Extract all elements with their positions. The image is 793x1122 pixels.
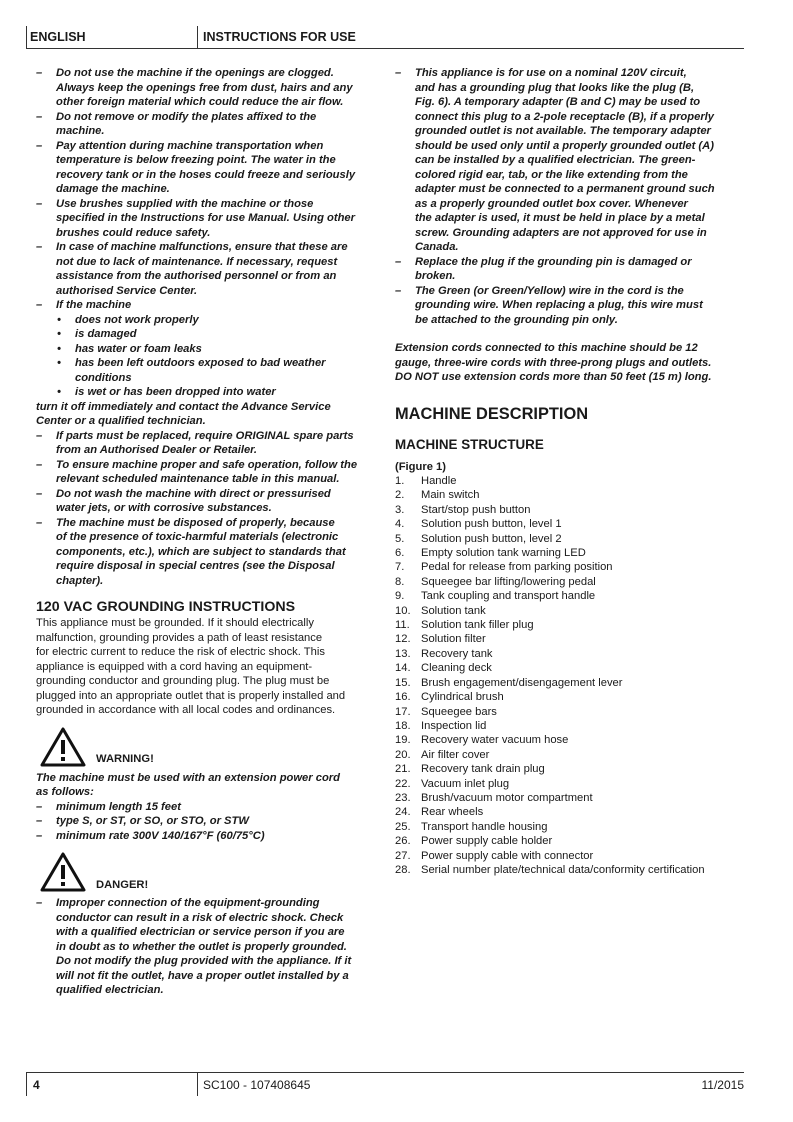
parts-list-label: Recovery water vacuum hose	[421, 734, 569, 747]
parts-list-label: Inspection lid	[421, 719, 487, 732]
parts-list-item	[395, 618, 745, 632]
parts-list-label: Power supply cable holder	[421, 835, 553, 848]
parts-list-number: 22.	[395, 777, 411, 790]
parts-list-item	[395, 791, 745, 805]
text-line: will not fit the outlet, have a proper outlet installed by a	[56, 969, 349, 982]
text-line: Always keep the openings free from dust, hairs and any	[56, 81, 353, 94]
parts-list-number: 18.	[395, 719, 411, 732]
parts-list-label: Serial number plate/technical data/conformity certification	[421, 863, 705, 876]
text-line: – This appliance is for use on a nominal 120V circuit,	[415, 67, 687, 79]
parts-list-number: 19.	[395, 734, 411, 747]
text-line: can be installed by a qualified electrician. The green-	[415, 154, 696, 166]
text-line: temperature is below freezing point. The water in the	[56, 154, 336, 166]
parts-list-item	[395, 488, 745, 502]
footer-left-border	[26, 1073, 27, 1096]
text-line: damage the machine.	[56, 183, 170, 195]
text-line: components, etc.), which are subject to standards that	[56, 545, 346, 558]
parts-list-number: 3.	[395, 503, 405, 516]
danger-item	[36, 896, 384, 998]
text-line: other foreign material which could reduce the air flow.	[56, 96, 344, 108]
text-line: Do not modify the plug provided with the appliance. If it	[56, 955, 352, 967]
parts-list-label: Handle	[421, 475, 457, 487]
parts-list-number: 28.	[395, 863, 411, 876]
bullet-item: • has been left outdoors exposed to bad weather	[36, 356, 384, 371]
text-line: machine.	[56, 125, 105, 137]
publication-date: 11/2015	[701, 1078, 744, 1092]
parts-list-label: Recovery tank drain plug	[421, 763, 545, 776]
text-line: – Use brushes supplied with the machine or those	[56, 197, 314, 210]
text-line: – Do not remove or modify the plates affixed to the	[56, 110, 317, 123]
parts-list-label: Squeegee bars	[421, 705, 497, 718]
danger-triangle-icon	[40, 852, 86, 892]
parts-list-label: Cleaning deck	[421, 662, 492, 675]
parts-list-item	[395, 589, 745, 603]
parts-list-number: 26.	[395, 835, 411, 848]
text-line: qualified electrician.	[56, 984, 164, 996]
text-line: in doubt as to whether the outlet is properly grounded.	[56, 940, 347, 953]
text-line: – Do not wash the machine with direct or pressurised	[56, 487, 331, 500]
figure-reference: (Figure 1)	[395, 460, 446, 473]
parts-list-number: 12.	[395, 633, 411, 646]
page-header	[26, 26, 744, 49]
warning-item-if-machine-end	[36, 400, 384, 429]
parts-list-label: Air filter cover	[421, 748, 490, 761]
text-line: malfunction, grounding provides a path of least resistance	[36, 631, 323, 644]
warning-item-washing	[36, 487, 384, 516]
text-line: assistance from the authorised personnel or from an	[56, 270, 337, 282]
header-language: ENGLISH	[30, 30, 86, 44]
parts-list-item	[395, 676, 745, 690]
parts-list-item	[395, 647, 745, 661]
extension-requirement: – type S, or ST, or SO, or STO, or STW	[36, 814, 384, 829]
parts-list-label: Start/stop push button	[421, 503, 531, 516]
parts-list-item	[395, 849, 745, 863]
warning-item-openings	[36, 66, 384, 110]
text-line: recovery tank or in the hoses could freeze and seriously	[56, 168, 356, 181]
parts-list-label: Vacuum inlet plug	[421, 777, 510, 790]
parts-list-item	[395, 748, 745, 762]
parts-list	[395, 474, 745, 877]
warning-item-brushes	[36, 197, 384, 241]
parts-list-label: Transport handle housing	[421, 820, 548, 833]
parts-list-item	[395, 474, 745, 488]
parts-list-number: 8.	[395, 575, 405, 588]
text-line: appliance is equipped with a cord having an equipment-	[36, 660, 313, 673]
text-line: Center or a qualified technician.	[36, 415, 206, 427]
grounding-plug-item	[395, 66, 745, 255]
page-number: 4	[33, 1078, 40, 1092]
parts-list-item	[395, 733, 745, 747]
danger-header	[36, 852, 384, 892]
parts-list-label: Squeegee bar lifting/lowering pedal	[421, 575, 596, 588]
text-line: colored rigid ear, tab, or the like extending from the	[415, 168, 688, 181]
parts-list-number: 23.	[395, 791, 411, 804]
parts-list-label: Recovery tank	[421, 647, 493, 660]
text-line: – Improper connection of the equipment-grounding	[56, 897, 320, 909]
parts-list-number: 4.	[395, 518, 405, 531]
text-line: not due to lack of maintenance. If necessary, request	[56, 255, 338, 268]
replace-plug-item	[395, 255, 745, 284]
text-line: Extension cords connected to this machine should be 12	[395, 342, 698, 354]
text-line: plugged into an appropriate outlet that is properly installed and	[36, 689, 346, 702]
bullet-item: • is damaged	[36, 327, 384, 342]
model-code: SC100 - 107408645	[203, 1078, 311, 1092]
text-line: be attached to the grounding pin only.	[415, 313, 618, 326]
parts-list-number: 20.	[395, 748, 411, 761]
warning-triangle-icon	[40, 727, 86, 767]
parts-list-label: Cylindrical brush	[421, 691, 504, 704]
text-line: should be used only until a properly grounded outlet (A)	[415, 139, 714, 152]
machine-structure-title: MACHINE STRUCTURE	[395, 436, 544, 452]
parts-list-number: 27.	[395, 849, 411, 862]
parts-list-number: 9.	[395, 590, 405, 603]
text-line: adapter must be connected to a permanent ground such	[415, 183, 715, 195]
text-line: – The Green (or Green/Yellow) wire in the cord is the	[415, 284, 684, 297]
text-line: grounded in accordance with all local codes and ordinances.	[36, 704, 336, 716]
parts-list-number: 21.	[395, 763, 411, 776]
parts-list-number: 7.	[395, 561, 405, 574]
text-line: screw. Grounding adapters are not approved for use in	[415, 226, 707, 239]
text-line: – Pay attention during machine transportation when	[56, 139, 324, 152]
bullet-continuation: conditions	[75, 371, 132, 384]
warning-item-malfunctions	[36, 240, 384, 298]
text-line: – The machine must be disposed of properly, because	[56, 516, 335, 529]
bullet-item: • has water or foam leaks	[36, 342, 384, 357]
extension-requirement: – minimum length 15 feet	[36, 800, 384, 815]
text-line: of the presence of toxic-harmful materials (electronic	[56, 531, 339, 543]
text-line: as a properly grounded outlet box cover. Whenever	[415, 197, 688, 210]
text-line: connect this plug to a 2-pole receptacle (B), if a properly	[415, 110, 715, 123]
parts-list-number: 11.	[395, 619, 410, 632]
parts-list-label: Tank coupling and transport handle	[421, 590, 596, 603]
warning-label: WARNING!	[96, 753, 154, 765]
grounding-paragraph	[36, 616, 384, 718]
parts-list-item	[395, 517, 745, 531]
warning-header	[36, 727, 384, 767]
text-line: the adapter is used, it must be held in place by a metal	[415, 212, 705, 224]
text-line: grounding conductor and grounding plug. The plug must be	[36, 675, 330, 687]
parts-list-label: Main switch	[421, 489, 480, 502]
left-column	[36, 66, 384, 998]
parts-list-number: 13.	[395, 647, 411, 660]
parts-list-item	[395, 805, 745, 819]
bullet-item: • is wet or has been dropped into water	[36, 385, 384, 400]
parts-list-label: Solution tank	[421, 604, 486, 617]
parts-list-item	[395, 503, 745, 517]
parts-list-item	[395, 604, 745, 618]
parts-list-number: 14.	[395, 662, 411, 675]
parts-list-item	[395, 661, 745, 675]
bullet-item: • does not work properly	[36, 313, 384, 328]
header-section: INSTRUCTIONS FOR USE	[203, 30, 356, 44]
text-line: Canada.	[415, 241, 459, 253]
parts-list-number: 6.	[395, 547, 405, 560]
parts-list-label: Brush/vacuum motor compartment	[421, 791, 593, 804]
text-line: and has a grounding plug that looks like the plug (B,	[415, 81, 695, 94]
text-line: authorised Service Center.	[56, 284, 198, 297]
text-line: grounded outlet is not available. The temporary adapter	[415, 125, 711, 137]
parts-list-item	[395, 690, 745, 704]
text-line: as follows:	[36, 786, 94, 798]
text-line: – Do not use the machine if the openings are clogged.	[56, 67, 334, 79]
footer-divider	[197, 1073, 198, 1096]
parts-list-number: 1.	[395, 475, 405, 487]
parts-list-label: Brush engagement/disengagement lever	[421, 676, 623, 689]
parts-list-label: Pedal for release from parking position	[421, 561, 613, 574]
text-line: require disposal in special centres (see the Disposal	[56, 560, 335, 572]
parts-list-item	[395, 834, 745, 848]
text-line: water jets, or with corrosive substances.	[56, 502, 272, 514]
text-line: The machine must be used with an extension power cord	[36, 771, 340, 784]
parts-list-number: 25.	[395, 820, 411, 833]
text-line: DO NOT use extension cords more than 50 feet (15 m) long.	[395, 371, 712, 383]
text-line: This appliance must be grounded. If it should electrically	[36, 617, 314, 629]
header-left-border	[26, 26, 27, 49]
parts-list-label: Empty solution tank warning LED	[421, 547, 586, 560]
text-line: broken.	[415, 270, 456, 282]
parts-list-label: Solution push button, level 2	[421, 532, 562, 545]
parts-list-item	[395, 705, 745, 719]
parts-list-number: 10.	[395, 604, 411, 617]
parts-list-number: 5.	[395, 532, 405, 545]
grounding-wire-item	[395, 284, 745, 328]
warning-item-plates	[36, 110, 384, 139]
parts-list-item	[395, 777, 745, 791]
extension-requirement: – minimum rate 300V 140/167°F (60/75°C)	[36, 829, 384, 844]
warning-item-spare-parts	[36, 429, 384, 458]
header-divider	[197, 26, 198, 49]
parts-list-label: Solution filter	[421, 633, 486, 646]
parts-list-item	[395, 560, 745, 574]
page-footer	[26, 1072, 744, 1095]
parts-list-label: Rear wheels	[421, 806, 484, 819]
text-line: specified in the Instructions for use Manual. Using other	[56, 212, 355, 224]
parts-list-item	[395, 575, 745, 589]
warning-item-disposal	[36, 516, 384, 589]
parts-list-item	[395, 532, 745, 546]
text-line: brushes could reduce safety.	[56, 226, 211, 239]
warning-item-if-machine	[36, 298, 384, 313]
parts-list-label: Solution tank filler plug	[421, 619, 534, 632]
warning-intro	[36, 771, 384, 800]
parts-list-number: 15.	[395, 676, 411, 689]
parts-list-item	[395, 632, 745, 646]
parts-list-label: Power supply cable with connector	[421, 849, 594, 862]
right-column	[395, 66, 745, 877]
text-line: for electric current to reduce the risk of electric shock. This	[36, 646, 325, 658]
parts-list-number: 17.	[395, 705, 411, 718]
extension-cord-note	[395, 341, 745, 385]
text-line: – If the machine	[56, 299, 132, 311]
text-line: relevant scheduled maintenance table in this manual.	[56, 473, 340, 485]
danger-label: DANGER!	[96, 878, 149, 891]
parts-list-number: 2.	[395, 489, 405, 502]
parts-list-item	[395, 719, 745, 733]
parts-list-number: 24.	[395, 806, 411, 819]
text-line: gauge, three-wire cords with three-prong plugs and outlets.	[395, 356, 712, 369]
grounding-title: 120 VAC GROUNDING INSTRUCTIONS	[36, 599, 296, 615]
warning-item-maintenance	[36, 458, 384, 487]
parts-list-item	[395, 820, 745, 834]
text-line: – In case of machine malfunctions, ensure that these are	[56, 241, 348, 253]
parts-list-label: Solution push button, level 1	[421, 518, 562, 531]
machine-description-title: MACHINE DESCRIPTION	[395, 404, 589, 423]
text-line: – To ensure machine proper and safe operation, follow the	[56, 458, 358, 471]
warning-item-transport	[36, 139, 384, 197]
text-line: – If parts must be replaced, require ORIGINAL spare parts	[56, 429, 354, 442]
parts-list-item	[395, 863, 745, 877]
text-line: – Replace the plug if the grounding pin is damaged or	[415, 255, 692, 268]
text-line: turn it off immediately and contact the Advance Service	[36, 400, 331, 413]
text-line: Fig. 6). A temporary adapter (B and C) may be used to	[415, 96, 701, 108]
parts-list-item	[395, 546, 745, 560]
text-line: grounding wire. When replacing a plug, this wire must	[415, 299, 703, 311]
text-line: from an Authorised Dealer or Retailer.	[56, 444, 258, 456]
text-line: conductor can result in a risk of electric shock. Check	[56, 911, 344, 924]
text-line: with a qualified electrician or service person if you are	[56, 926, 345, 938]
parts-list-number: 16.	[395, 691, 411, 704]
parts-list-item	[395, 762, 745, 776]
text-line: chapter).	[56, 574, 104, 587]
